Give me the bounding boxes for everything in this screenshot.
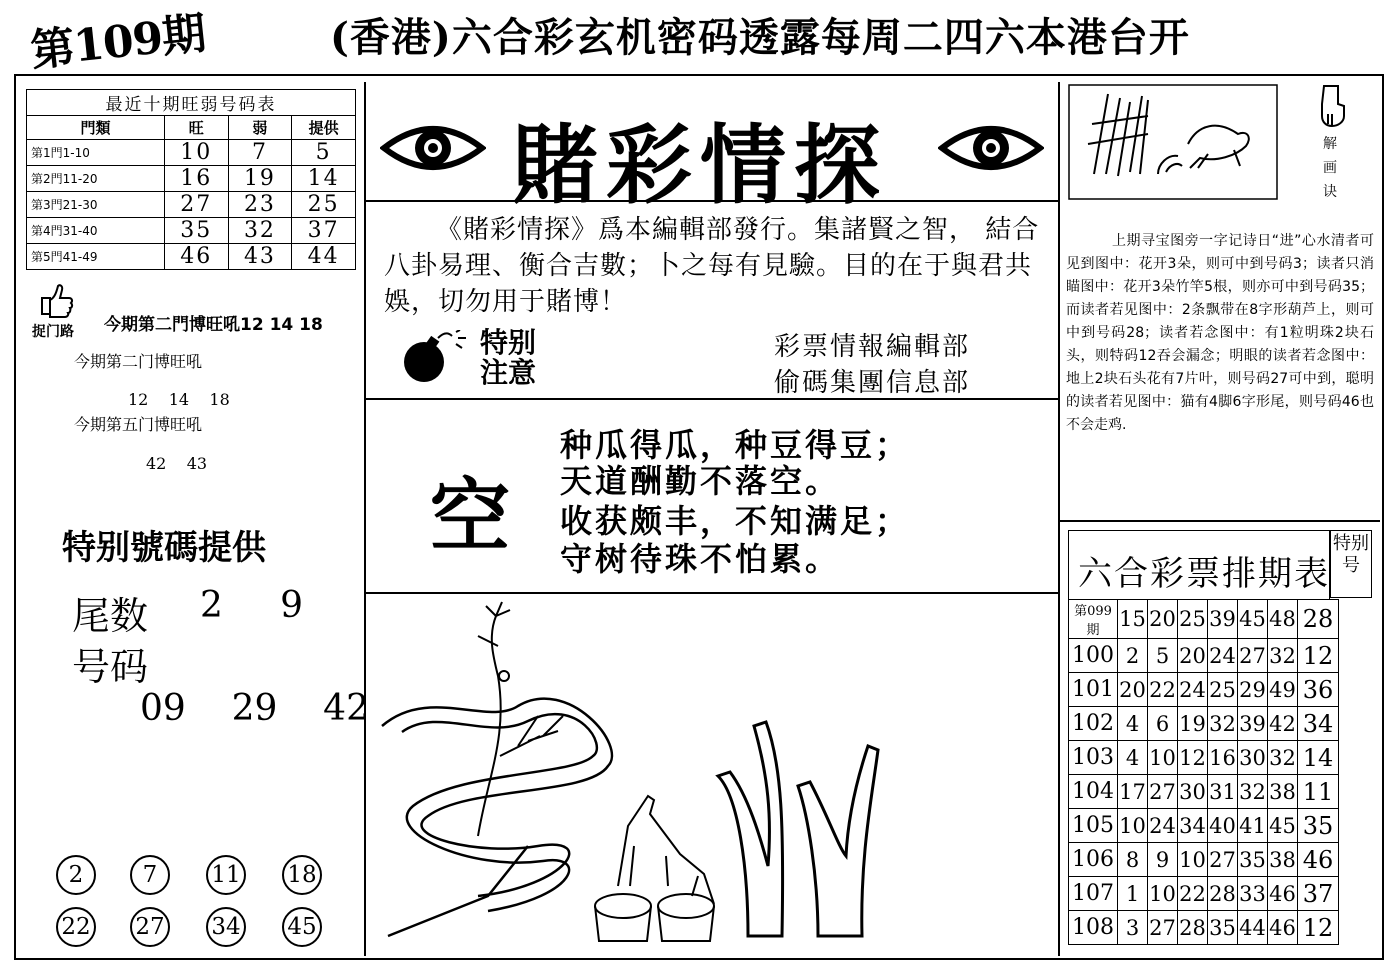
draw-number: 25 xyxy=(1208,673,1238,707)
department-name: 偷碼集團信息部 xyxy=(774,368,971,398)
tip-nums-2: 42 43 xyxy=(146,454,208,473)
draw-number: 10 xyxy=(1118,809,1148,843)
schedule-title: 六合彩票排期表 xyxy=(1078,554,1330,594)
riddle-picture xyxy=(1068,84,1278,200)
special-number: 12 xyxy=(1298,911,1339,945)
table-row xyxy=(1069,673,1339,707)
draw-number: 19 xyxy=(1178,707,1208,741)
table-row xyxy=(1069,775,1339,809)
cell-strong: 35 xyxy=(164,218,228,244)
circled-number: 27 xyxy=(130,907,170,947)
special-title: 特别號碼提供 xyxy=(62,528,266,568)
special-number: 37 xyxy=(1298,877,1339,911)
table-row xyxy=(27,218,356,244)
column-header: 旺 xyxy=(164,116,228,140)
draw-number: 10 xyxy=(1178,843,1208,877)
draw-number: 6 xyxy=(1148,707,1178,741)
draw-number: 39 xyxy=(1238,707,1268,741)
department-name: 彩票情報編輯部 xyxy=(774,332,971,362)
draw-number: 32 xyxy=(1268,639,1298,673)
circled-number: 18 xyxy=(282,855,322,895)
page-title: (香港)六合彩玄机密码透露每周二四六本港台开 xyxy=(330,14,1190,61)
draw-number: 4 xyxy=(1118,707,1148,741)
cell-offer: 25 xyxy=(292,192,356,218)
draw-number: 15 xyxy=(1118,600,1148,639)
hint-label: 解画诀 xyxy=(1323,136,1337,200)
column-header: 弱 xyxy=(228,116,292,140)
table-row xyxy=(27,244,356,270)
circled-number: 22 xyxy=(56,907,96,947)
draw-number: 22 xyxy=(1148,673,1178,707)
table-row xyxy=(1069,877,1339,911)
table-caption: 最近十期旺弱号码表 xyxy=(27,90,356,116)
draw-number: 24 xyxy=(1148,809,1178,843)
draw-number: 24 xyxy=(1178,673,1208,707)
divider-right xyxy=(1058,82,1060,956)
row-label: 第2門11-20 xyxy=(27,166,165,192)
draw-number: 31 xyxy=(1208,775,1238,809)
draw-number: 32 xyxy=(1268,741,1298,775)
draw-number: 2 xyxy=(1118,639,1148,673)
tip-line-2: 今期第五门博旺吼 xyxy=(74,415,203,434)
draw-period: 107 xyxy=(1069,877,1118,911)
circled-number: 34 xyxy=(206,907,246,947)
draw-number: 12 xyxy=(1178,741,1208,775)
draw-number: 32 xyxy=(1238,775,1268,809)
draw-number: 38 xyxy=(1268,775,1298,809)
table-row xyxy=(1069,639,1339,673)
poem-line: 天道酬勤不落空。 xyxy=(560,462,841,500)
cell-strong: 16 xyxy=(164,166,228,192)
draw-period: 108 xyxy=(1069,911,1118,945)
divider-left xyxy=(364,82,366,956)
draw-number: 9 xyxy=(1148,843,1178,877)
draw-period: 105 xyxy=(1069,809,1118,843)
table-row xyxy=(1069,707,1339,741)
draw-period: 102 xyxy=(1069,707,1118,741)
code-values: 09 29 42 xyxy=(140,688,369,729)
draw-number: 46 xyxy=(1268,877,1298,911)
draw-number: 5 xyxy=(1148,639,1178,673)
draw-number: 45 xyxy=(1238,600,1268,639)
draw-number: 30 xyxy=(1238,741,1268,775)
draw-number: 27 xyxy=(1238,639,1268,673)
circled-number: 2 xyxy=(56,855,96,895)
pointing-hand-icon xyxy=(1316,84,1350,128)
draw-number: 42 xyxy=(1268,707,1298,741)
draw-number: 40 xyxy=(1208,809,1238,843)
draw-period: 101 xyxy=(1069,673,1118,707)
draw-number: 28 xyxy=(1178,911,1208,945)
cell-weak: 43 xyxy=(228,244,292,270)
riddle-text: 上期寻宝图旁一字记诗日“进”心水清者可见到图中：花开3朵，则可中到号码3；读者只消瞄图中：花开3朵竹竿5根，则亦可中到号码35；而读者若见图中：2条飘带在8字形葫芦上，则可中到号码28；读者若念图中：有1粒明珠2块石头，则特码12吞会漏念；明眼的读者若念图中：地上2块石头花有7片叶，则号码27可中到，聪明的读者若见图中：猫有4脚6字形尾，则号码46也不会走鸡. xyxy=(1066,233,1374,433)
draw-number: 28 xyxy=(1208,877,1238,911)
draw-number: 20 xyxy=(1118,673,1148,707)
table-row xyxy=(1069,600,1339,639)
cell-weak: 23 xyxy=(228,192,292,218)
notice-label: 特别 xyxy=(480,326,537,359)
draw-number: 27 xyxy=(1148,775,1178,809)
special-number: 46 xyxy=(1298,843,1339,877)
special-number: 12 xyxy=(1298,639,1339,673)
draw-number: 10 xyxy=(1148,877,1178,911)
circled-number: 11 xyxy=(206,855,246,895)
draw-number: 8 xyxy=(1118,843,1148,877)
tip-main: 今期第二門博旺吼12 14 18 xyxy=(104,315,323,335)
schedule-special-header: 特别号 xyxy=(1330,530,1372,598)
tail-values: 2 9 xyxy=(200,585,304,626)
draw-number: 10 xyxy=(1148,741,1178,775)
table-row xyxy=(27,140,356,166)
draw-number: 22 xyxy=(1178,877,1208,911)
tip-nums-1: 12 14 18 xyxy=(128,390,230,409)
draw-number: 27 xyxy=(1208,843,1238,877)
draw-period: 106 xyxy=(1069,843,1118,877)
draw-number: 41 xyxy=(1238,809,1268,843)
table-row xyxy=(1069,809,1339,843)
table-row xyxy=(27,192,356,218)
draw-number: 35 xyxy=(1208,911,1238,945)
draw-number: 17 xyxy=(1118,775,1148,809)
poem-line: 种瓜得瓜，种豆得豆； xyxy=(560,426,911,464)
cell-weak: 32 xyxy=(228,218,292,244)
thumbs-up-icon xyxy=(36,282,76,318)
cell-offer: 5 xyxy=(292,140,356,166)
column-header: 提供 xyxy=(292,116,356,140)
special-number: 28 xyxy=(1298,600,1339,639)
special-number: 36 xyxy=(1298,673,1339,707)
eye-icon xyxy=(380,116,486,180)
poem-line: 守树待珠不怕累。 xyxy=(560,540,841,578)
intro-text: 《賭彩情探》爲本編輯部發行。集諸賢之智， 結合八卦易理、衡合吉數；卜之每有見驗。目的在于與君共娛，切勿用于賭博！ xyxy=(384,215,1040,317)
draw-number: 4 xyxy=(1118,741,1148,775)
issue-number: 第109期 xyxy=(28,7,208,77)
draw-period: 103 xyxy=(1069,741,1118,775)
draw-period: 104 xyxy=(1069,775,1118,809)
draw-number: 34 xyxy=(1178,809,1208,843)
notice-label: 注意 xyxy=(480,356,537,389)
special-number: 11 xyxy=(1298,775,1339,809)
draw-number: 29 xyxy=(1238,673,1268,707)
cell-strong: 27 xyxy=(164,192,228,218)
divider-schedule xyxy=(1060,520,1380,522)
draw-number: 16 xyxy=(1208,741,1238,775)
draw-number: 25 xyxy=(1178,600,1208,639)
cell-offer: 44 xyxy=(292,244,356,270)
eye-icon xyxy=(938,116,1044,180)
draw-number: 33 xyxy=(1238,877,1268,911)
poem-line: 收获颇丰，不知满足； xyxy=(560,502,911,540)
row-label: 第3門21-30 xyxy=(27,192,165,218)
draw-period: 第099期 xyxy=(1069,600,1118,639)
draw-number: 39 xyxy=(1208,600,1238,639)
special-number: 14 xyxy=(1298,741,1339,775)
strength-table xyxy=(26,89,356,270)
big-character: 空 xyxy=(430,470,510,563)
cell-strong: 46 xyxy=(164,244,228,270)
cell-weak: 19 xyxy=(228,166,292,192)
row-label: 第1門1-10 xyxy=(27,140,165,166)
divider-poem xyxy=(366,592,1058,594)
circled-number: 7 xyxy=(130,855,170,895)
tail-label: 尾数 xyxy=(72,594,149,638)
row-label: 第4門31-40 xyxy=(27,218,165,244)
tip-line-1: 今期第二门博旺吼 xyxy=(74,352,203,371)
draw-number: 46 xyxy=(1268,911,1298,945)
cell-strong: 10 xyxy=(164,140,228,166)
draw-number: 27 xyxy=(1148,911,1178,945)
draw-number: 1 xyxy=(1118,877,1148,911)
draw-period: 100 xyxy=(1069,639,1118,673)
draw-number: 30 xyxy=(1178,775,1208,809)
draw-number: 38 xyxy=(1268,843,1298,877)
draw-number: 44 xyxy=(1238,911,1268,945)
column-header: 門類 xyxy=(27,116,165,140)
cell-offer: 14 xyxy=(292,166,356,192)
table-row xyxy=(1069,741,1339,775)
draw-number: 32 xyxy=(1208,707,1238,741)
special-number: 35 xyxy=(1298,809,1339,843)
draw-number: 48 xyxy=(1268,600,1298,639)
illustration xyxy=(368,596,1056,954)
table-row xyxy=(27,166,356,192)
schedule-table xyxy=(1068,599,1339,945)
table-row xyxy=(1069,911,1339,945)
special-number: 34 xyxy=(1298,707,1339,741)
draw-number: 35 xyxy=(1238,843,1268,877)
masthead-title: 賭彩情探 xyxy=(512,115,888,216)
draw-number: 20 xyxy=(1178,639,1208,673)
cell-offer: 37 xyxy=(292,218,356,244)
bomb-icon xyxy=(398,330,470,386)
row-label: 第5門41-49 xyxy=(27,244,165,270)
draw-number: 49 xyxy=(1268,673,1298,707)
table-row xyxy=(1069,843,1339,877)
tip-label: 捉门路 xyxy=(32,324,74,340)
draw-number: 24 xyxy=(1208,639,1238,673)
cell-weak: 7 xyxy=(228,140,292,166)
circled-number: 45 xyxy=(282,907,322,947)
draw-number: 3 xyxy=(1118,911,1148,945)
draw-number: 20 xyxy=(1148,600,1178,639)
draw-number: 45 xyxy=(1268,809,1298,843)
code-label: 号码 xyxy=(72,645,149,689)
